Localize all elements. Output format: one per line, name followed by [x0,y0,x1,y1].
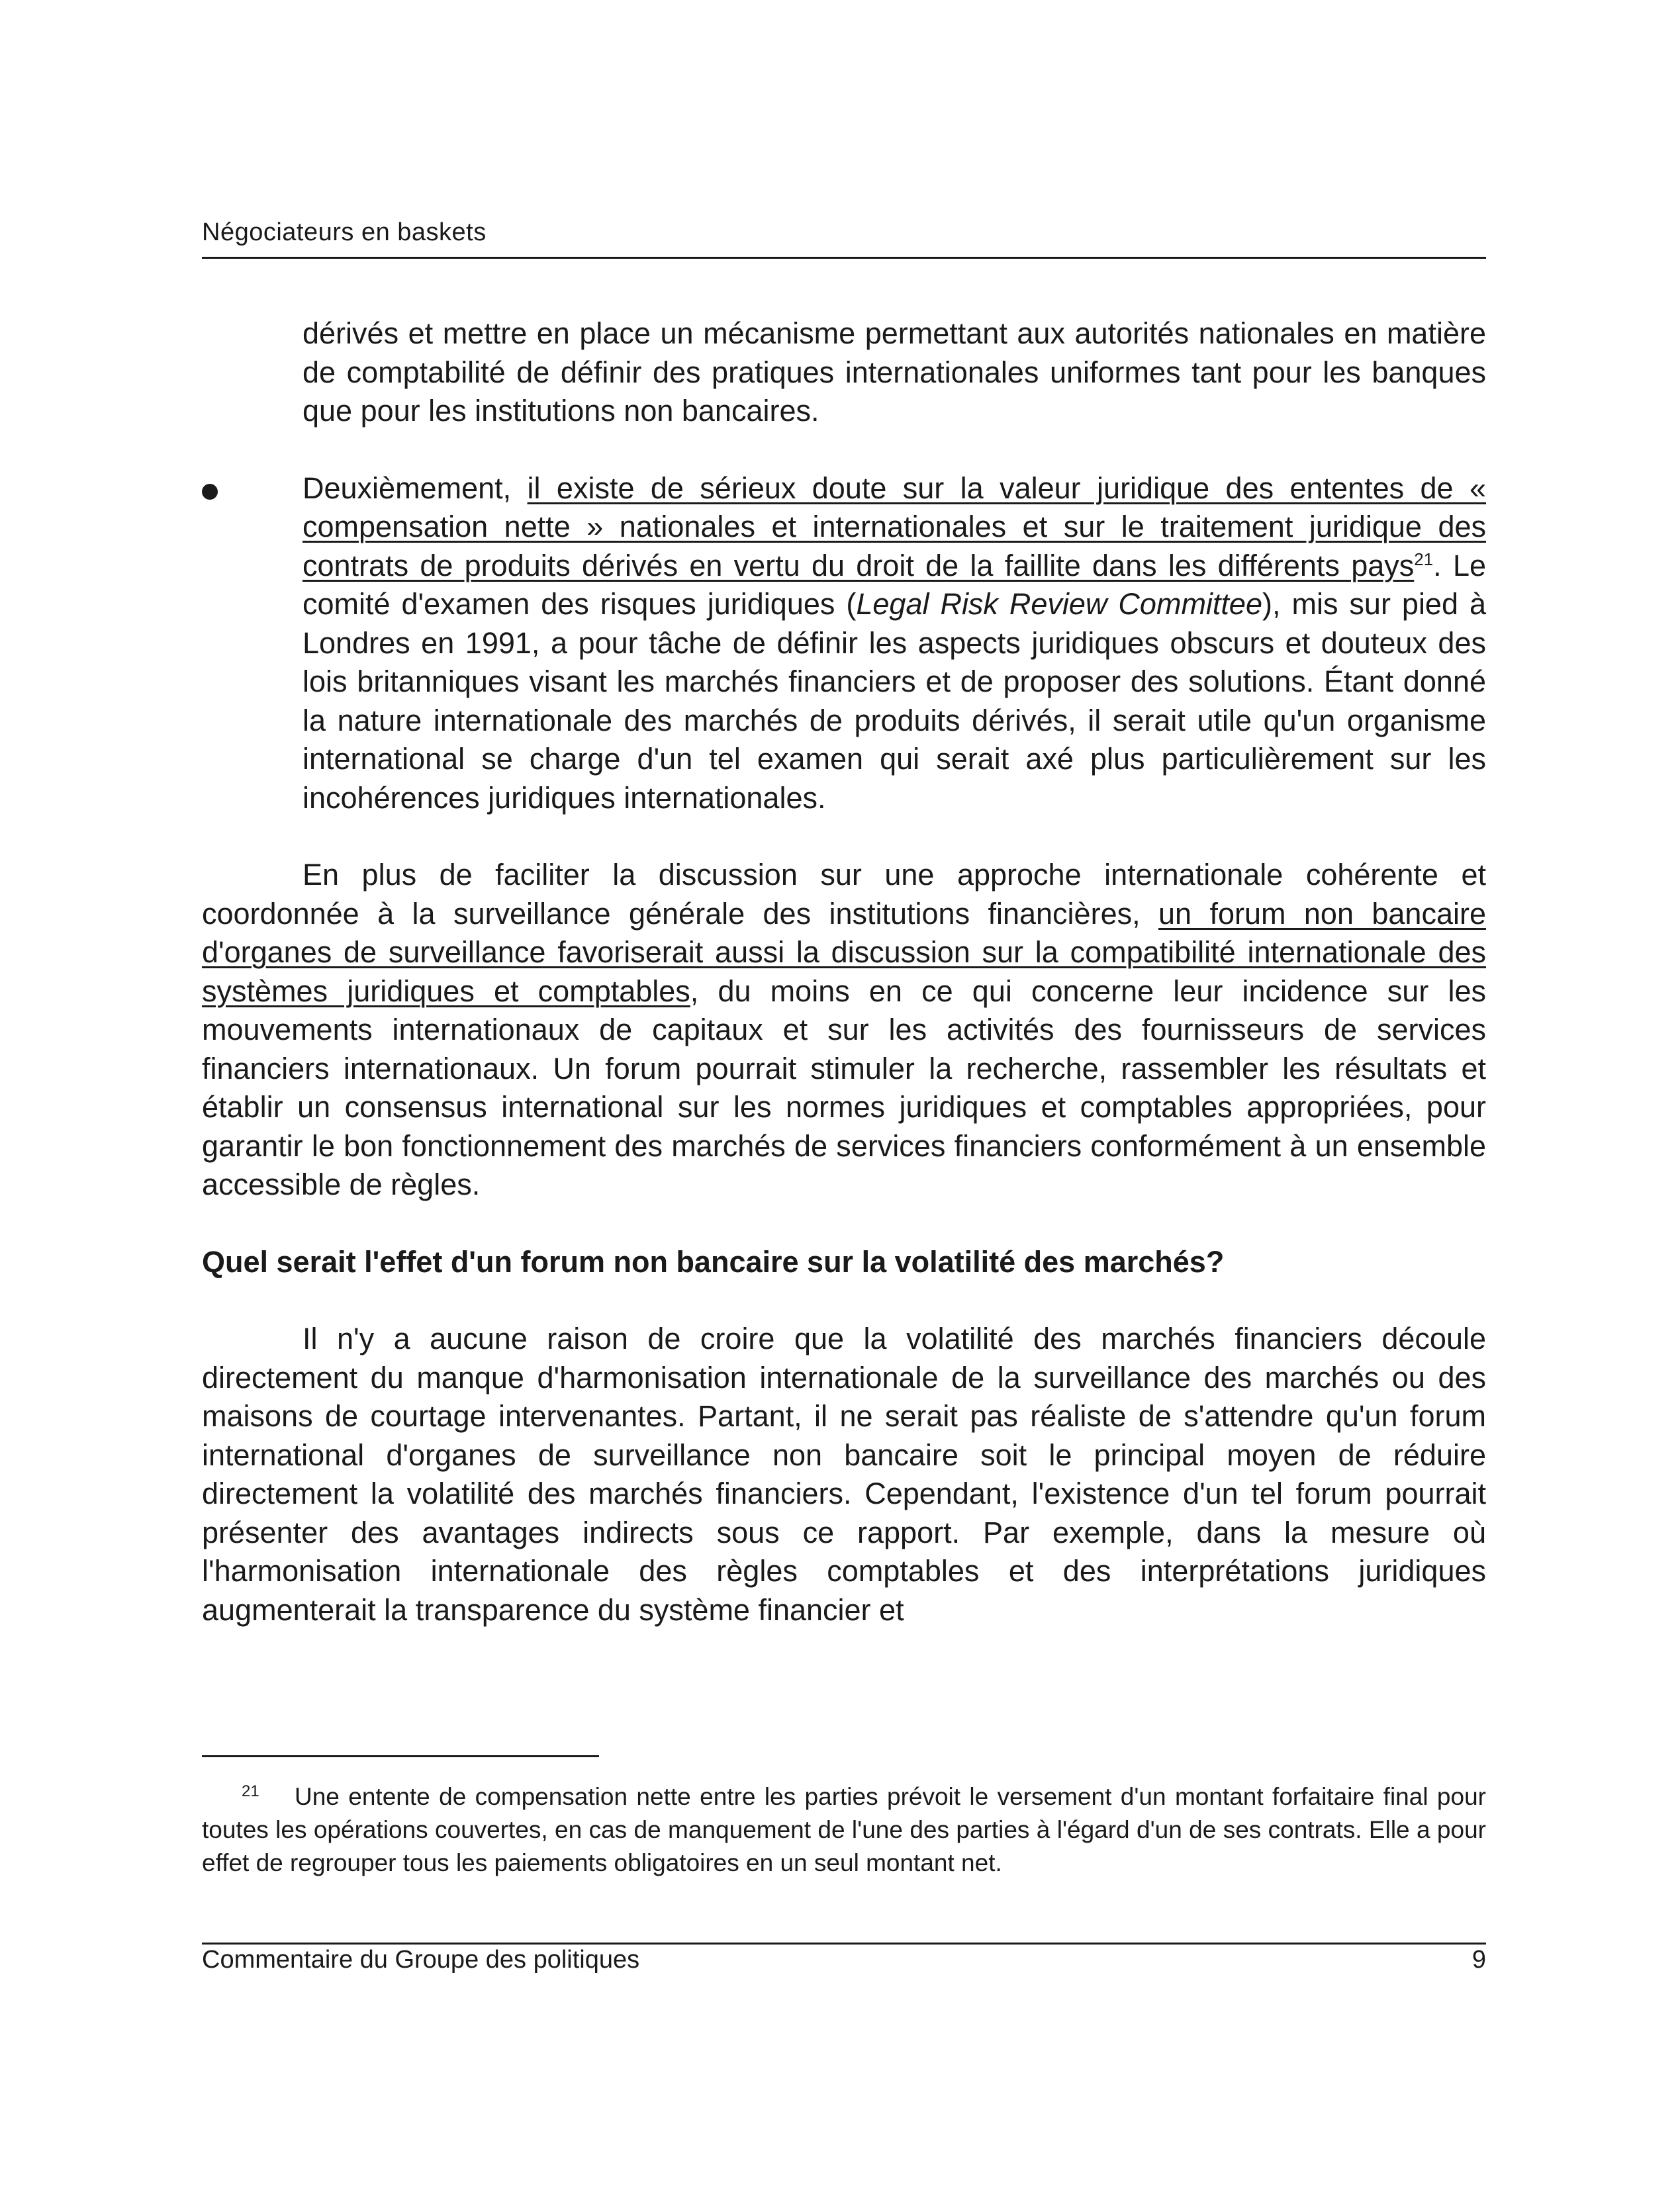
para3-rest: , du moins en ce qui concerne leur incidence sur les mouvements internationaux de capitaux et sur les activités des fournisseurs de services financiers internationaux. Un forum pourrait stimuler la recherche, rassembler les résultats et établir un consensus international sur les normes juridiques et comptables appropriées, pour garantir le bon fonctionnement des marchés de services financiers conformément à un ensemble accessible de règles. [202,974,1486,1201]
page-number: 9 [1471,1946,1486,1974]
bullet-icon [202,484,218,500]
footnote-rule [202,1755,599,1757]
body-text [202,314,1486,1629]
running-header: Négociateurs en baskets [202,218,487,246]
paragraph-continuation: dérivés et mettre en place un mécanisme permettant aux autorités nationales en matière de comptabilité de définir des pratiques internationales uniformes tant pour les banques que pour les institutions non bancaires. [303,316,1486,428]
bullet-item [202,469,1486,818]
bullet-lead: Deuxièmement, [303,471,528,505]
bullet-paragraph [202,469,1486,818]
italic-committee-name: Legal Risk Review Committee [856,587,1262,621]
paragraph-forum [202,856,1486,1205]
bullet-after-ref: . Le comité d'examen des risques juridiques ( [303,548,1486,621]
footnote-reference[interactable]: 21 [1414,549,1434,569]
footer-title: Commentaire du Groupe des politiques [202,1946,640,1974]
underlined-passage: un forum non bancaire d'organes de surveillance favoriserait aussi la discussion sur la compatibilité internationale des systèmes juridiques et comptables [202,896,1486,1008]
footnote-text: Une entente de compensation nette entre les parties prévoit le versement d'un montant forfaitaire final pour toutes les opérations couvertes, en cas de manquement de l'une des parties à l'égard d'un de ses contrats. Elle a pour effet de regrouper tous les paiements obligatoires en un seul montant net. [202,1783,1486,1876]
underlined-passage: il existe de sérieux doute sur la valeur juridique des ententes de « compensation nette » nationales et internationales et sur le traitement juridique des contrats de produits dérivés en vertu du droit de la faillite dans les différents pays [303,471,1486,582]
footer-rule [202,1943,1486,1945]
header-rule [202,257,1486,259]
section-heading: Quel serait l'effet d'un forum non bancaire sur la volatilité des marchés? [202,1244,1225,1279]
footnote: 21 Une entente de compensation nette entre les parties prévoit le versement d'un montant forfaitaire final pour toutes les opérations couvertes, en cas de manquement de l'une des parties à l'égard d'un de ses contrats. Elle a pour effet de regrouper tous les paiements obligatoires en un seul montant net. [202,1782,1486,1876]
para3-lead: En plus de faciliter la discussion sur une approche internationale cohérente et coordonnée à la surveillance générale des institutions financières, [202,858,1486,931]
paragraph-volatility: Il n'y a aucune raison de croire que la volatilité des marchés financiers découle directement du manque d'harmonisation internationale de la surveillance des marchés ou des maisons de courtage intervenantes. Partant, il ne serait pas réaliste de s'attendre qu'un forum international d'organes de surveillance non bancaire soit le principal moyen de réduire directement la volatilité des marchés financiers. Cependant, l'existence d'un tel forum pourrait présenter des avantages indirects sous ce rapport. Par exemple, dans la mesure où l'harmonisation internationale des règles comptables et des interprétations juridiques augmenterait la transparence du système financier et [202,1322,1486,1627]
bullet-rest: ), mis sur pied à Londres en 1991, a pour tâche de définir les aspects juridiques obscurs et douteux des lois britanniques visant les marchés financiers et de proposer des solutions. Étant donné la nature internationale des marchés de produits dérivés, il serait utile qu'un organisme international se charge d'un tel examen qui serait axé plus particulièrement sur les incohérences juridiques internationales. [303,587,1486,815]
